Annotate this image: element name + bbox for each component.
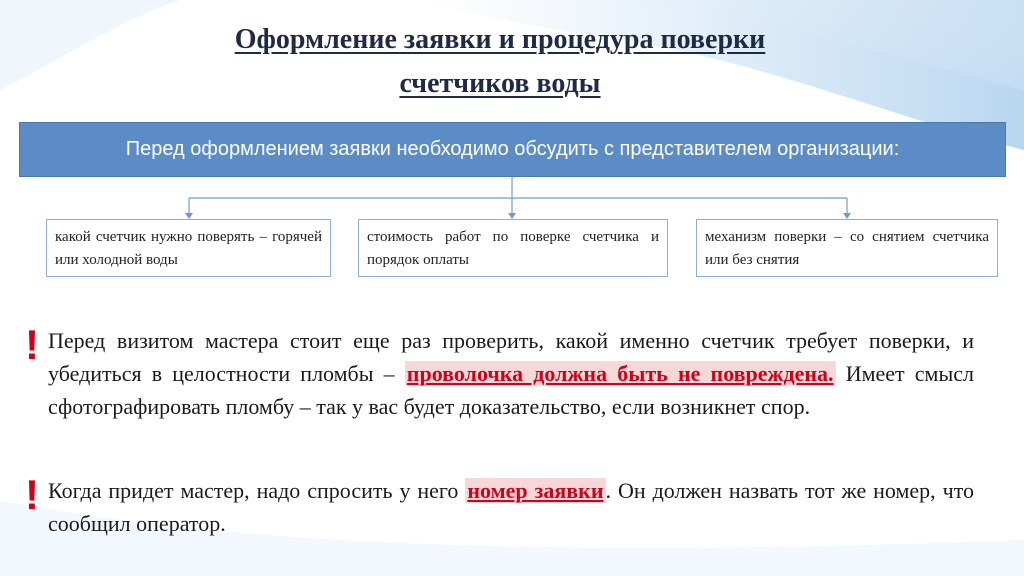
warning-note-text [48,324,974,423]
exclamation-icon: ! [25,471,39,518]
topic-box-meter-type [46,219,331,277]
slide-title-line1: Оформление заявки и процедура поверки [234,24,766,55]
note-text-after: Имеет смысл сфотографировать пломбу – так у вас будет доказательство, если возникнет спор. [48,361,974,419]
note-highlight: проволочка должна быть не повреждена. [406,361,834,386]
topic-box-mechanism [696,219,998,277]
slide-title [120,18,880,106]
note-text-after: . Он должен назвать тот же номер, что сообщил оператор. [48,478,975,536]
exclamation-icon: ! [25,321,39,368]
topic-text: какой счетчик нужно поверять – горячей или холодной воды [55,229,322,268]
discussion-header-text: Перед оформлением заявки необходимо обсудить с представителем организации: [125,138,900,160]
discussion-header-bar [19,122,1006,177]
warning-note-text [48,474,974,540]
topic-text: стоимость работ по поверке счетчика и порядок оплаты [367,229,659,268]
note-text-before: Перед визитом мастера стоит еще раз проверить, какой именно счетчик требует поверки, и убедиться в целостности пломбы – [48,328,974,386]
topic-box-cost [358,219,668,277]
note-text-before: Когда придет мастер, надо спросить у него [48,478,466,503]
topic-text: механизм поверки – со снятием счетчика или без снятия [705,229,989,268]
note-highlight: номер заявки [467,478,604,503]
slide-title-line2: счетчиков воды [399,68,601,99]
